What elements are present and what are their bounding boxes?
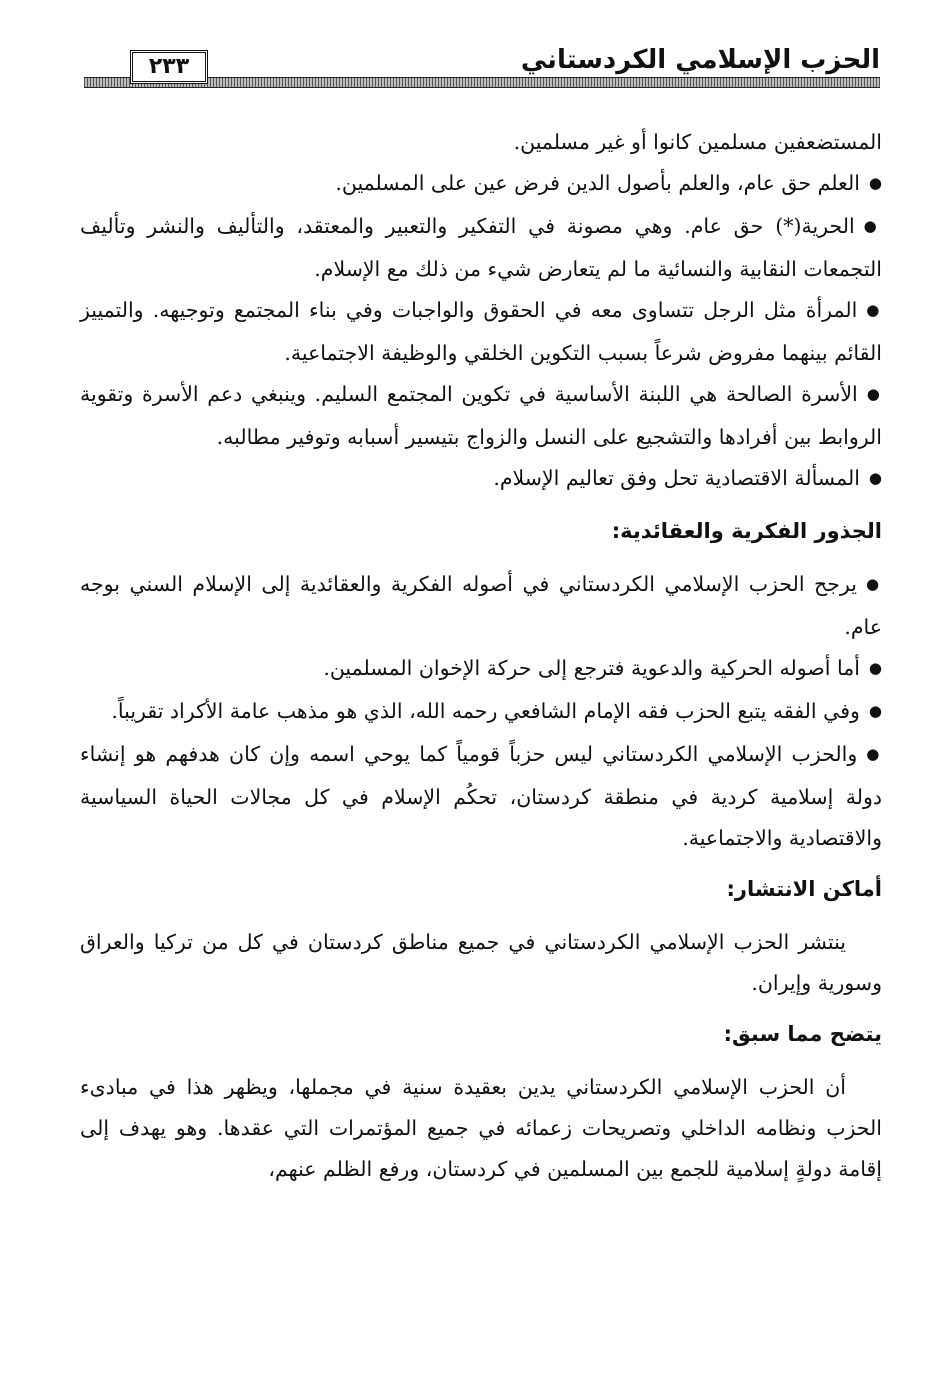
bullet-paragraph: ● يرجح الحزب الإسلامي الكردستاني في أصوله الفكرية والعقائدية إلى الإسلام السني بوجه عام. (80, 564, 882, 648)
bullet-paragraph: ● وفي الفقه يتبع الحزب فقه الإمام الشافعي رحمه الله، الذي هو مذهب عامة الأكراد تقريباً. (80, 691, 882, 734)
page-number: ٢٣٣ (130, 50, 208, 84)
running-title: الحزب الإسلامي الكردستاني (520, 45, 880, 75)
paragraph-text: المستضعفين مسلمين كانوا أو غير مسلمين. (513, 130, 882, 154)
bullet-paragraph: ● العلم حق عام، والعلم بأصول الدين فرض عين على المسلمين. (80, 163, 882, 206)
indented-paragraph: ينتشر الحزب الإسلامي الكردستاني في جميع مناطق كردستان في كل من تركيا والعراق وسورية وإيران. (80, 930, 882, 995)
page-header (84, 44, 880, 90)
bullet-paragraph: ● الحرية(*) حق عام. وهي مصونة في التفكير والتعبير والمعتقد، والتأليف والنشر وتأليف التجمعات النقابية والنسائية ما لم يتعارض شيء من ذلك مع الإسلام. (80, 206, 882, 290)
bullet-paragraph: ● والحزب الإسلامي الكردستاني ليس حزباً قومياً كما يوحي اسمه وإن كان هدفهم هو إنشاء دولة إسلامية كردية في منطقة كردستان، تحكُم الإسلام في كل مجالات الحياة السياسية والاقتصادية والاجتماعية. (80, 734, 882, 859)
section-heading: أماكن الانتشار: (726, 877, 882, 901)
bullet-paragraph: ● المرأة مثل الرجل تتساوى معه في الحقوق والواجبات وفي بناء المجتمع وتوجيهه. والتمييز القائم بينهما مفروض شرعاً بسبب التكوين الخلقي والوظيفة الاجتماعية. (80, 290, 882, 374)
bullet-paragraph: ● الأسرة الصالحة هي اللبنة الأساسية في تكوين المجتمع السليم. وينبغي دعم الأسرة وتقوية الروابط بين أفرادها والتشجيع على النسل والزواج بتيسير أسبابه وتوفير مطالبه. (80, 374, 882, 458)
page-body (80, 122, 882, 1190)
section-heading: الجذور الفكرية والعقائدية: (611, 519, 882, 543)
section-heading: يتضح مما سبق: (723, 1022, 882, 1046)
bullet-paragraph: ● أما أصوله الحركية والدعوية فترجع إلى حركة الإخوان المسلمين. (80, 648, 882, 691)
indented-paragraph: أن الحزب الإسلامي الكردستاني يدين بعقيدة سنية في مجملها، ويظهر هذا في مبادىء الحزب ونظامه الداخلي وتصريحات زعمائه في جميع المؤتمرات التي عقدها. وهو يهدف إلى إقامة دولةٍ إسلامية للجمع بين المسلمين في كردستان، ورفع الظلم عنهم، (80, 1075, 882, 1181)
bullet-paragraph: ● المسألة الاقتصادية تحل وفق تعاليم الإسلام. (80, 458, 882, 501)
